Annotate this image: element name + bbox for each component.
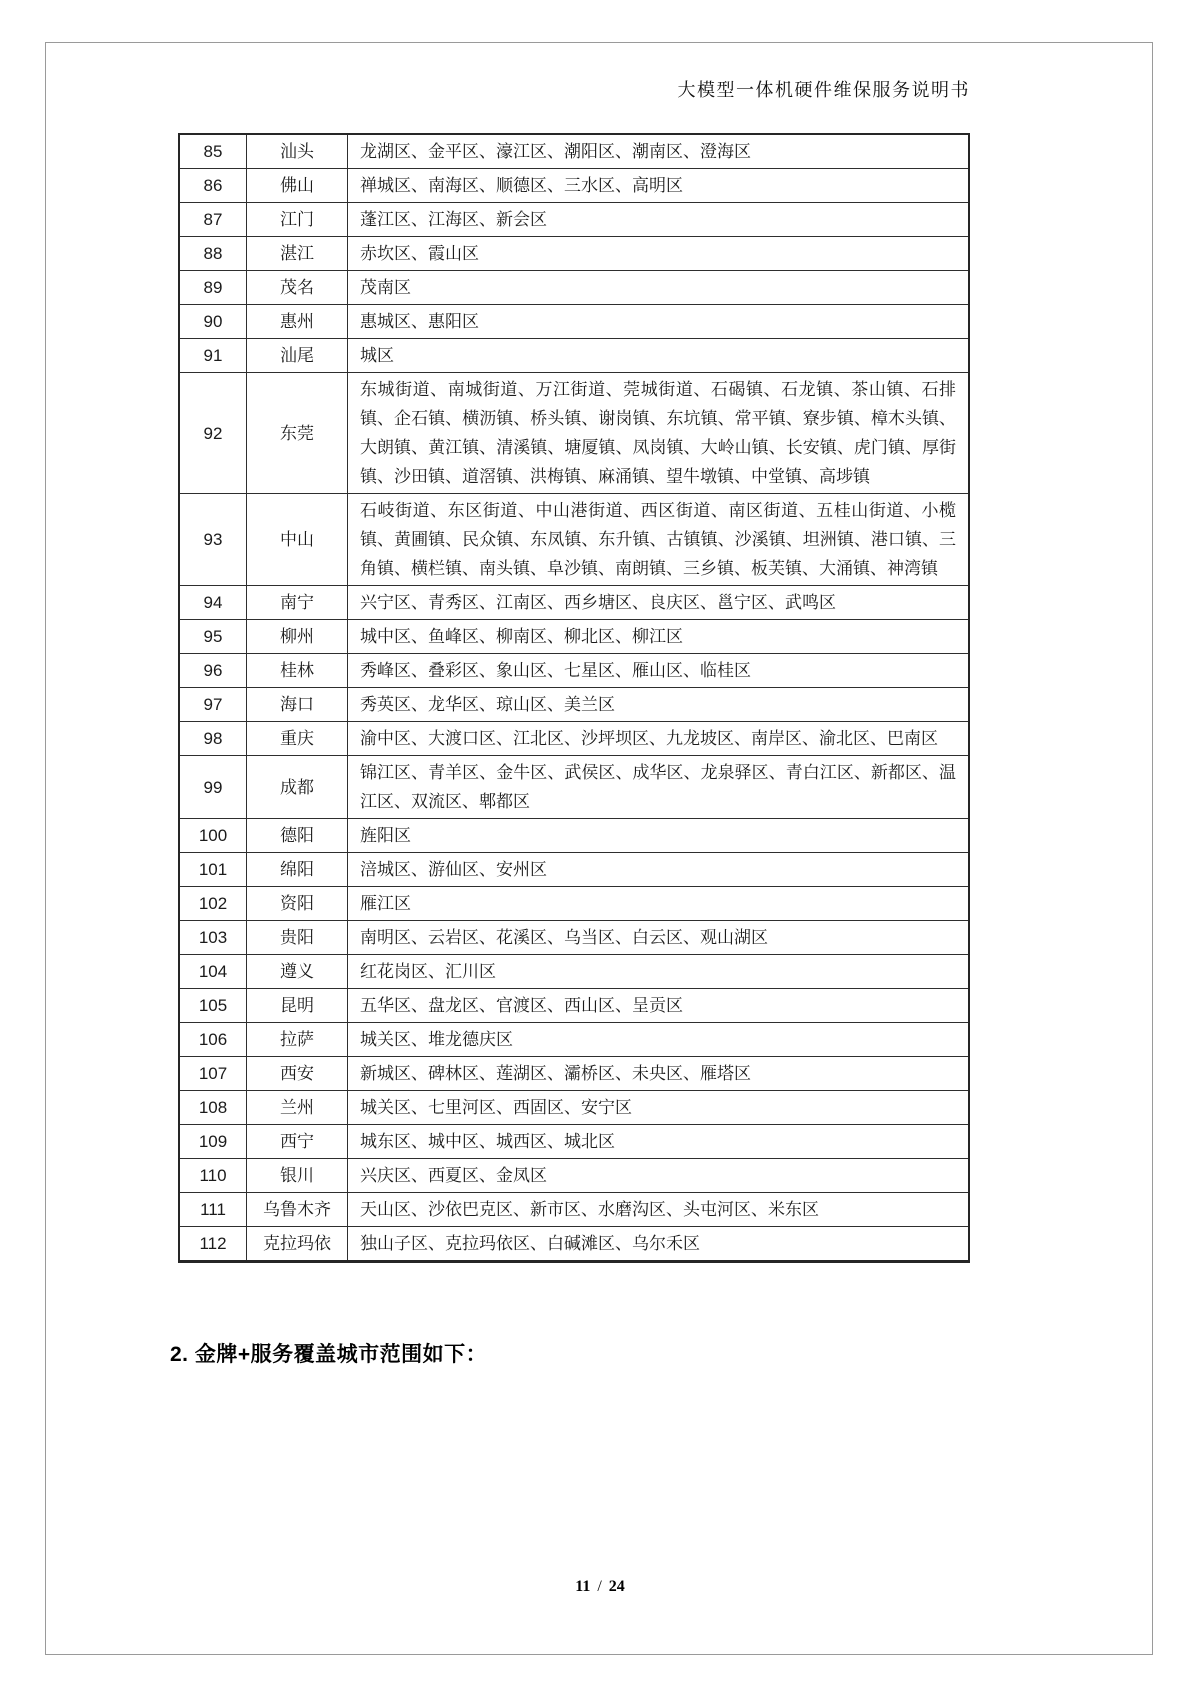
row-number-cell: 95: [179, 620, 247, 654]
table-row: [179, 688, 969, 722]
city-cell: 汕头: [247, 134, 348, 169]
city-cell: 重庆: [247, 722, 348, 756]
coverage-table: [178, 133, 970, 1263]
row-number-cell: 103: [179, 921, 247, 955]
regions-cell: 南明区、云岩区、花溪区、乌当区、白云区、观山湖区: [348, 921, 970, 955]
regions-cell: 蓬江区、江海区、新会区: [348, 203, 970, 237]
table-row: [179, 271, 969, 305]
row-number-cell: 100: [179, 819, 247, 853]
page-number-separator: /: [597, 1578, 602, 1595]
table-row: [179, 1091, 969, 1125]
city-cell: 成都: [247, 756, 348, 819]
regions-cell: 秀峰区、叠彩区、象山区、七星区、雁山区、临桂区: [348, 654, 970, 688]
table-row: [179, 620, 969, 654]
row-number-cell: 104: [179, 955, 247, 989]
city-cell: 湛江: [247, 237, 348, 271]
row-number-cell: 106: [179, 1023, 247, 1057]
city-cell: 西安: [247, 1057, 348, 1091]
table-row: [179, 1193, 969, 1227]
regions-cell: 茂南区: [348, 271, 970, 305]
regions-cell: 秀英区、龙华区、琼山区、美兰区: [348, 688, 970, 722]
table-row: [179, 921, 969, 955]
regions-cell: 东城街道、南城街道、万江街道、莞城街道、石碣镇、石龙镇、茶山镇、石排镇、企石镇、横沥镇、桥头镇、谢岗镇、东坑镇、常平镇、寮步镇、樟木头镇、大朗镇、黄江镇、清溪镇、塘厦镇、凤岗镇、大岭山镇、长安镇、虎门镇、厚街镇、沙田镇、道滘镇、洪梅镇、麻涌镇、望牛墩镇、中堂镇、高埗镇: [348, 373, 970, 494]
page-number-current: 11: [575, 1578, 591, 1595]
regions-cell: 锦江区、青羊区、金牛区、武侯区、成华区、龙泉驿区、青白江区、新都区、温江区、双流区、郫都区: [348, 756, 970, 819]
city-cell: 克拉玛依: [247, 1227, 348, 1262]
row-number-cell: 102: [179, 887, 247, 921]
table-row: [179, 586, 969, 620]
row-number-cell: 101: [179, 853, 247, 887]
city-cell: 中山: [247, 494, 348, 586]
row-number-cell: 96: [179, 654, 247, 688]
city-cell: 资阳: [247, 887, 348, 921]
table-row: [179, 134, 969, 169]
table-row: [179, 305, 969, 339]
regions-cell: 龙湖区、金平区、濠江区、潮阳区、潮南区、澄海区: [348, 134, 970, 169]
table-row: [179, 1159, 969, 1193]
table-row: [179, 373, 969, 494]
row-number-cell: 108: [179, 1091, 247, 1125]
row-number-cell: 91: [179, 339, 247, 373]
city-cell: 惠州: [247, 305, 348, 339]
regions-cell: 五华区、盘龙区、官渡区、西山区、呈贡区: [348, 989, 970, 1023]
regions-cell: 禅城区、南海区、顺德区、三水区、高明区: [348, 169, 970, 203]
city-cell: 遵义: [247, 955, 348, 989]
table-row: [179, 339, 969, 373]
city-cell: 绵阳: [247, 853, 348, 887]
city-cell: 银川: [247, 1159, 348, 1193]
row-number-cell: 94: [179, 586, 247, 620]
row-number-cell: 93: [179, 494, 247, 586]
regions-cell: 城东区、城中区、城西区、城北区: [348, 1125, 970, 1159]
table-row: [179, 722, 969, 756]
city-cell: 贵阳: [247, 921, 348, 955]
regions-cell: 城中区、鱼峰区、柳南区、柳北区、柳江区: [348, 620, 970, 654]
row-number-cell: 90: [179, 305, 247, 339]
row-number-cell: 85: [179, 134, 247, 169]
table-row: [179, 203, 969, 237]
page-number-total: 24: [608, 1578, 625, 1595]
row-number-cell: 86: [179, 169, 247, 203]
regions-cell: 新城区、碑林区、莲湖区、灞桥区、未央区、雁塔区: [348, 1057, 970, 1091]
row-number-cell: 111: [179, 1193, 247, 1227]
table-row: [179, 169, 969, 203]
table-row: [179, 1057, 969, 1091]
row-number-cell: 105: [179, 989, 247, 1023]
row-number-cell: 112: [179, 1227, 247, 1262]
table-row: [179, 654, 969, 688]
regions-cell: 红花岗区、汇川区: [348, 955, 970, 989]
table-row: [179, 1023, 969, 1057]
city-cell: 乌鲁木齐: [247, 1193, 348, 1227]
regions-cell: 旌阳区: [348, 819, 970, 853]
table-row: [179, 1125, 969, 1159]
row-number-cell: 110: [179, 1159, 247, 1193]
regions-cell: 城关区、堆龙德庆区: [348, 1023, 970, 1057]
city-cell: 柳州: [247, 620, 348, 654]
row-number-cell: 87: [179, 203, 247, 237]
row-number-cell: 109: [179, 1125, 247, 1159]
table-row: [179, 887, 969, 921]
city-cell: 桂林: [247, 654, 348, 688]
table-row: [179, 237, 969, 271]
regions-cell: 惠城区、惠阳区: [348, 305, 970, 339]
regions-cell: 赤坎区、霞山区: [348, 237, 970, 271]
table-row: [179, 1227, 969, 1262]
city-cell: 茂名: [247, 271, 348, 305]
row-number-cell: 92: [179, 373, 247, 494]
section-heading: 2. 金牌+服务覆盖城市范围如下：: [170, 1343, 488, 1366]
regions-cell: 涪城区、游仙区、安州区: [348, 853, 970, 887]
regions-cell: 渝中区、大渡口区、江北区、沙坪坝区、九龙坡区、南岸区、渝北区、巴南区: [348, 722, 970, 756]
table-row: [179, 494, 969, 586]
city-cell: 东莞: [247, 373, 348, 494]
row-number-cell: 99: [179, 756, 247, 819]
city-cell: 德阳: [247, 819, 348, 853]
regions-cell: 城关区、七里河区、西固区、安宁区: [348, 1091, 970, 1125]
table-row: [179, 989, 969, 1023]
regions-cell: 天山区、沙依巴克区、新市区、水磨沟区、头屯河区、米东区: [348, 1193, 970, 1227]
city-cell: 江门: [247, 203, 348, 237]
regions-cell: 兴庆区、西夏区、金凤区: [348, 1159, 970, 1193]
city-cell: 海口: [247, 688, 348, 722]
row-number-cell: 89: [179, 271, 247, 305]
regions-cell: 兴宁区、青秀区、江南区、西乡塘区、良庆区、邕宁区、武鸣区: [348, 586, 970, 620]
table-row: [179, 756, 969, 819]
regions-cell: 石岐街道、东区街道、中山港街道、西区街道、南区街道、五桂山街道、小榄镇、黄圃镇、民众镇、东凤镇、东升镇、古镇镇、沙溪镇、坦洲镇、港口镇、三角镇、横栏镇、南头镇、阜沙镇、南朗镇、三乡镇、板芙镇、大涌镇、神湾镇: [348, 494, 970, 586]
document-header-title: 大模型一体机硬件维保服务说明书: [677, 80, 970, 100]
row-number-cell: 98: [179, 722, 247, 756]
row-number-cell: 97: [179, 688, 247, 722]
table-row: [179, 955, 969, 989]
city-cell: 汕尾: [247, 339, 348, 373]
page-footer: [0, 1578, 1200, 1596]
table-row: [179, 819, 969, 853]
city-cell: 昆明: [247, 989, 348, 1023]
regions-cell: 雁江区: [348, 887, 970, 921]
row-number-cell: 107: [179, 1057, 247, 1091]
city-cell: 西宁: [247, 1125, 348, 1159]
city-cell: 兰州: [247, 1091, 348, 1125]
row-number-cell: 88: [179, 237, 247, 271]
city-cell: 佛山: [247, 169, 348, 203]
city-cell: 南宁: [247, 586, 348, 620]
regions-cell: 城区: [348, 339, 970, 373]
regions-cell: 独山子区、克拉玛依区、白碱滩区、乌尔禾区: [348, 1227, 970, 1262]
table-row: [179, 853, 969, 887]
coverage-table-body: [179, 134, 969, 1262]
city-cell: 拉萨: [247, 1023, 348, 1057]
